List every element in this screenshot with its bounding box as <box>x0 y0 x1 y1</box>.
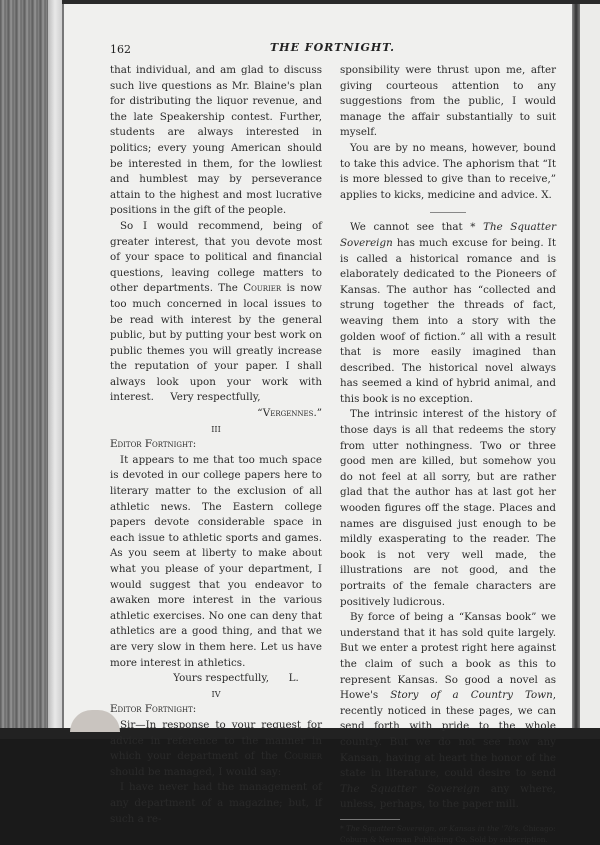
paragraph: By force of being a “Kansas book” we understand that it has sold quite largely. But we enter a protest right here against the claim of such a book as this to represent Kansas. So good a novel as Howe's Story of a Country Town, recently noticed in these pages, we can send forth with pride to the whole country. But we do not see how any Kansan, having at heart the honor of the state in literature, could desire to send The Squatter Sovereign any where, unless, perhaps, to the paper mill. <box>340 611 557 811</box>
right-column <box>340 63 556 845</box>
running-title: THE FORTNIGHT. <box>270 41 395 54</box>
section-divider <box>430 212 466 213</box>
footnote: * The Squatter Sovereign, or Kansas in the '70's. Chicago: Coburn & Newman Publishing Co. Sold by subscription. <box>340 823 556 844</box>
salutation: Editor Fortnight: <box>110 438 197 451</box>
courier-name: Courier <box>243 282 282 295</box>
book-title: The Squatter Sovereign <box>340 782 480 795</box>
paragraph: It appears to me that too much space is devoted in our college papers here to literary matter to the exclusion of all athletic news. The Eastern college papers devote considerable space in each issue to athletic sports and games. As you seem at liberty to make about what you please of your department, I would suggest that you endeavor to awaken more interest in the various athletic exercises. No one can deny that athletics are a good thing, and that we are very slow in them here. Let us have more interest in athletics. <box>110 453 322 669</box>
paragraph: that individual, and am glad to discuss such live questions as Mr. Blaine's plan for distributing the liquor revenue, and the late Speakership contest. Further, students are always interested in politics; every young American should be interested in them, for the lowliest and humblest may by perseverance attain to the highest and most lucrative positions in the gift of the people. <box>110 64 322 217</box>
paragraph: The intrinsic interest of the history of those days is all that redeems the story from utter nothingness. Two or three good men are killed, but somehow you do not feel at all sorry, but are rather glad that the author has at last got her wooden figures off the stage. Places and names are disguised just enough to be mildly exasperating to the reader. The book is not very well made, the illustrations are not good, and the portraits of the female characters are positively ludicrous. <box>340 408 556 608</box>
paragraph: We cannot see that * The Squatter Sovereign has much excuse for being. It is called a historical romance and is elaborately dedicated to the Pioneers of Kansas. The author has “collected and strung together the threads of fact, weaving them into a story with the golden woof of fiction.” all with a result that is more easily imagined than described. The historical novel always has seemed a kind of hybrid animal, and this book is no exception. <box>340 221 556 405</box>
signature: “Vergennes.” <box>257 407 322 420</box>
courier-name: Courier <box>284 750 322 763</box>
paragraph: So I would recommend, being of greater interest, that you devote most of your space to political and financial questions, leaving college matters to other departments. The Courier is now too much concerned in local issues to be read with interest by the general public, but by putting your best work on public themes you will greatly increase the reputation of your paper. I shall always look upon your work with interest. Very respectfully, <box>110 219 322 404</box>
book-page-edges <box>0 0 62 739</box>
book-title: The Squatter Sovereign <box>340 221 556 249</box>
left-column <box>110 63 322 827</box>
page-number: 162 <box>110 43 131 56</box>
book-title: Story of a Country Town <box>390 689 553 702</box>
paragraph: You are by no means, however, bound to take this advice. The aphorism that “It is more blessed to give than to receive,” applies to kicks, medicine and advice. X. <box>340 141 556 201</box>
footnote-rule <box>340 819 400 820</box>
next-page-edge <box>580 4 600 730</box>
salutation: Editor Fortnight: <box>110 703 197 716</box>
book-gutter <box>572 4 580 730</box>
paragraph: sponsibility were thrust upon me, after giving courteous attention to any suggestions from the public, I would manage the affair substantially to suit myself. <box>340 64 556 139</box>
section-numeral: III <box>211 424 221 434</box>
section-numeral: IV <box>211 689 221 699</box>
closing: Very respectfully, <box>170 391 261 404</box>
paragraph: Sir—In response to your request for advice in reference to the manner in which your department of the Courier should be managed, I would say: <box>110 718 322 778</box>
signature: Yours respectfully, L. <box>173 672 299 685</box>
paragraph: I have never had the management of any department of a magazine; but, if such a re- <box>110 781 322 825</box>
